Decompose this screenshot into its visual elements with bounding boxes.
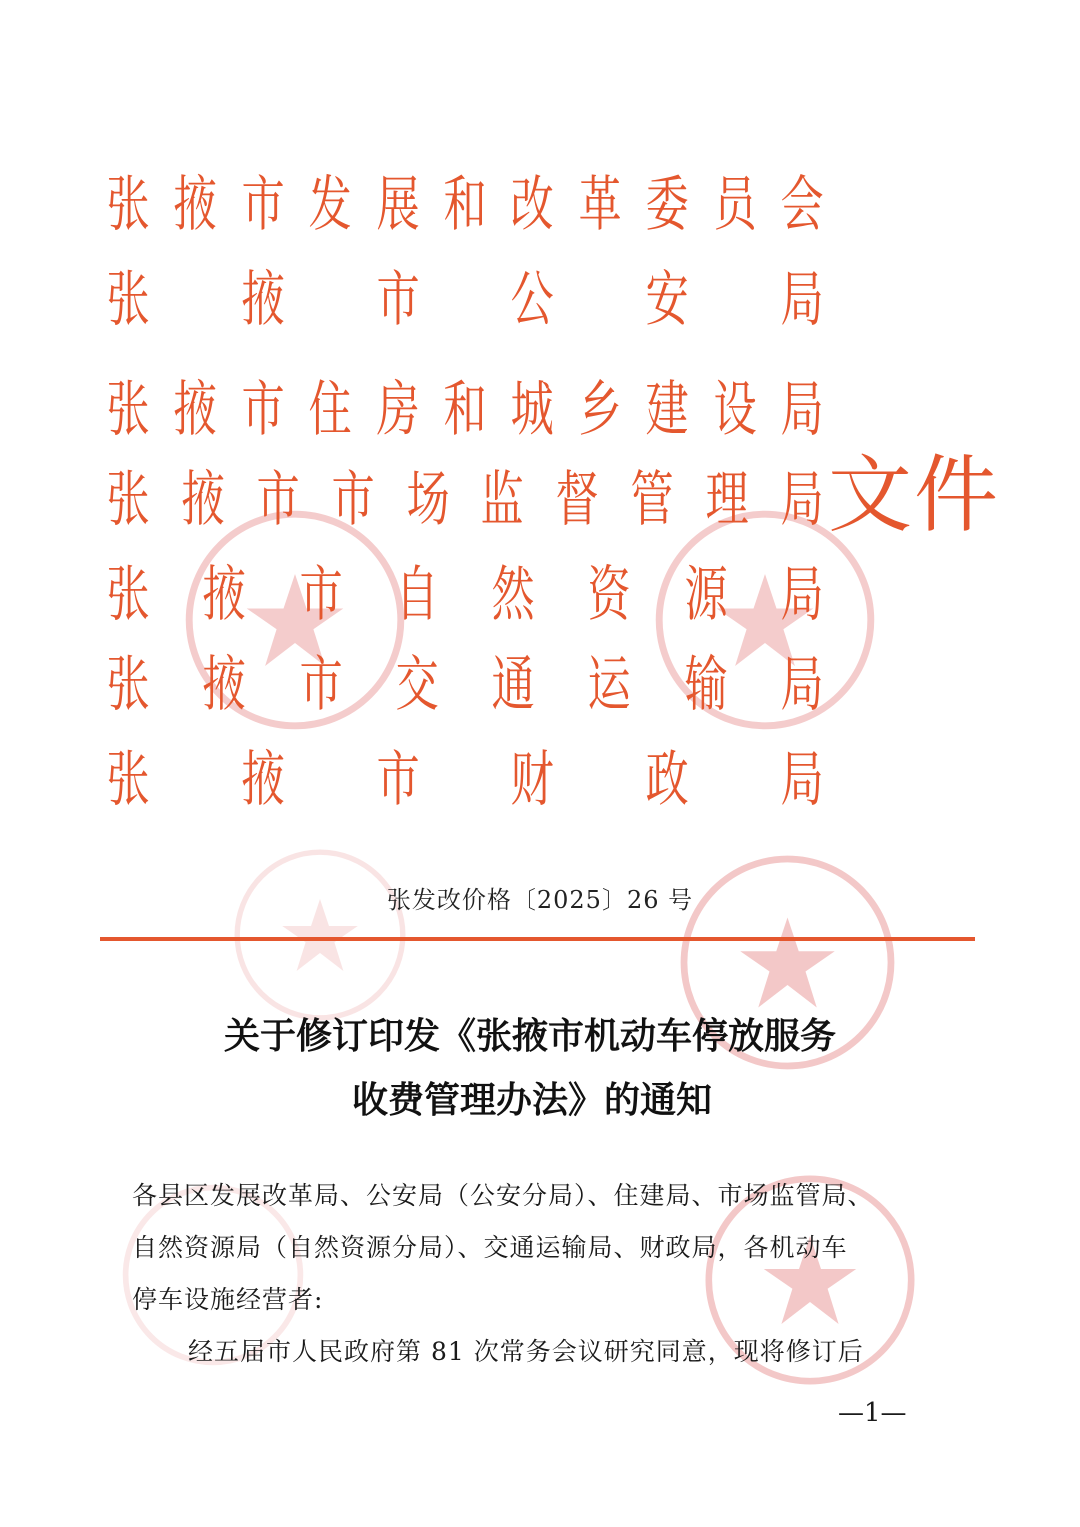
header-character: 掖 <box>202 650 246 720</box>
header-character: 局 <box>780 375 824 445</box>
header-character: 政 <box>645 745 689 815</box>
header-character: 市 <box>376 265 420 335</box>
document-title-line-2: 收费管理办法》的通知 <box>351 1080 712 1121</box>
recipients-line-2: 自然资源局（自然资源分局）、交通运输局、财政局，各机动车 <box>132 1233 848 1262</box>
header-character: 市 <box>256 465 300 535</box>
header-character: 通 <box>491 650 535 720</box>
header-character: 和 <box>443 375 487 445</box>
document-title-line-1: 关于修订印发《张掖市机动车停放服务 <box>223 1016 836 1057</box>
header-character: 发 <box>308 170 352 240</box>
header-character: 管 <box>630 465 674 535</box>
recipients-line-1: 各县区发展改革局、公安局（公安分局）、住建局、市场监管局、 <box>132 1181 874 1210</box>
header-character: 员 <box>712 170 757 240</box>
header-character: 市 <box>376 745 420 815</box>
header-character: 市 <box>331 465 375 535</box>
header-row <box>100 735 824 825</box>
header-character: 建 <box>645 375 689 445</box>
header-character: 局 <box>780 265 824 335</box>
header-row <box>100 255 824 345</box>
header-character: 市 <box>241 375 285 445</box>
header-character: 掖 <box>241 745 285 815</box>
header-character: 市 <box>299 560 343 630</box>
recipients-line-3: 停车设施经营者: <box>132 1285 324 1314</box>
header-character: 市 <box>299 650 343 720</box>
document-suffix: 文件 <box>828 446 1001 544</box>
header-row <box>100 640 824 730</box>
header-character: 设 <box>712 375 757 445</box>
header-character: 房 <box>376 375 420 445</box>
official-seal <box>230 845 410 1025</box>
header-character: 局 <box>780 650 824 720</box>
header-character: 张 <box>106 650 150 720</box>
document-number: 张发改价格〔2025〕26 号 <box>386 886 694 914</box>
header-character: 安 <box>645 265 689 335</box>
header-character: 张 <box>106 265 150 335</box>
header-character: 公 <box>510 265 555 335</box>
header-character: 革 <box>578 170 622 240</box>
header-character: 交 <box>395 650 439 720</box>
header-character: 源 <box>684 560 728 630</box>
header-character: 市 <box>241 170 285 240</box>
header-character: 掖 <box>202 560 246 630</box>
header-character: 局 <box>780 465 824 535</box>
header-character: 然 <box>491 560 535 630</box>
header-character: 监 <box>480 465 525 535</box>
header-character: 城 <box>510 375 554 445</box>
header-character: 掖 <box>241 265 285 335</box>
header-character: 张 <box>106 465 150 535</box>
header-character: 督 <box>555 465 599 535</box>
header-character: 理 <box>705 465 749 535</box>
header-character: 乡 <box>578 375 622 445</box>
header-character: 张 <box>106 170 150 240</box>
header-character: 资 <box>587 560 632 630</box>
header-character: 张 <box>106 375 150 445</box>
header-character: 局 <box>780 745 824 815</box>
header-character: 和 <box>443 170 487 240</box>
header-character: 场 <box>405 465 450 535</box>
header-character: 改 <box>510 170 554 240</box>
header-row <box>100 160 824 250</box>
header-character: 掖 <box>173 375 218 445</box>
header-character: 张 <box>106 745 150 815</box>
header-character: 自 <box>395 560 439 630</box>
header-character: 展 <box>376 170 420 240</box>
header-character: 运 <box>587 650 632 720</box>
header-character: 会 <box>780 170 824 240</box>
header-row <box>100 365 824 455</box>
header-row <box>100 455 824 545</box>
header-character: 局 <box>780 560 824 630</box>
header-character: 委 <box>645 170 689 240</box>
header-row <box>100 550 824 640</box>
header-character: 张 <box>106 560 150 630</box>
header-character: 输 <box>684 650 728 720</box>
page-number: —1— <box>838 1398 907 1428</box>
paragraph-line-1: 经五届市人民政府第 81 次常务会议研究同意，现将修订后 <box>188 1337 864 1366</box>
header-character: 掖 <box>181 465 225 535</box>
header-character: 财 <box>510 745 555 815</box>
red-separator-line <box>100 937 975 941</box>
header-character: 住 <box>308 375 352 445</box>
header-character: 掖 <box>173 170 218 240</box>
